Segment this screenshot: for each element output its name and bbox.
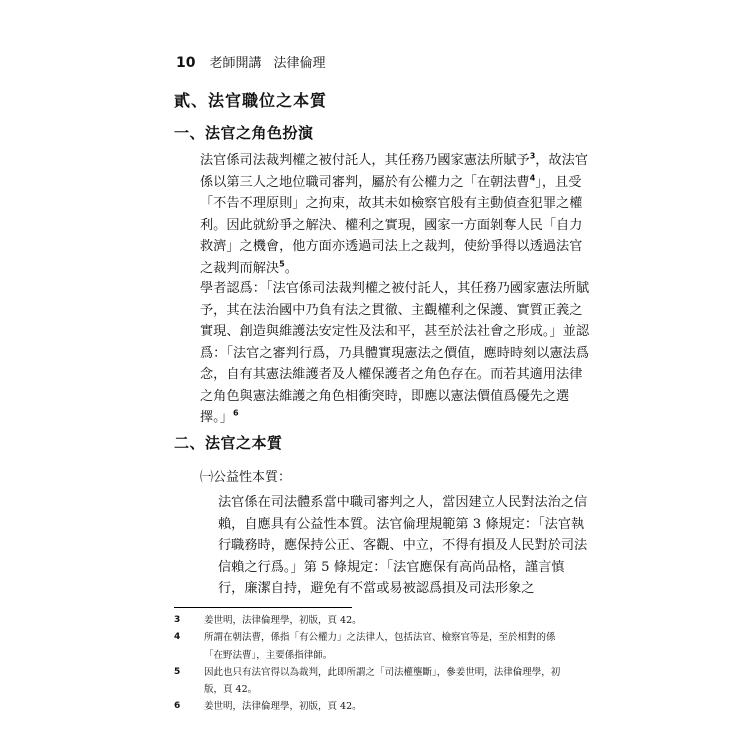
footnote-6 [174,698,574,715]
para-text: 。 [284,260,298,276]
footnote-text: 因此也只有法官得以為裁判，此即所謂之「司法權壟斷」，參姜世明，法律倫理學，初版，頁 42。 [204,666,561,696]
footnote-3 [174,612,574,629]
footnote-4 [174,629,574,664]
para-text: 」，且受「不告不理原則」之拘束，故其未如檢察官般有主動偵查犯罪之權利。因此就紛爭之解決、權利之實現，國家一方面剝奪人民「自力救濟」之機會，他方面亦透過司法上之裁判，使紛爭得以透過法官之裁判而解決 [200,174,583,276]
subject-title: 法律倫理 [273,56,326,71]
footnote-ref-3: 3 [529,151,536,161]
page-number: 10 [176,55,196,71]
section-2-title: 二、法官之本質 [174,434,283,452]
footnote-5 [174,664,574,699]
footnote-divider [174,607,352,608]
section-2-subtitle: ㈠公益性本質： [200,470,292,485]
chapter-title: 貳、法官職位之本質 [174,91,328,110]
footnote-ref-6: 6 [232,408,239,418]
running-header [176,52,326,71]
section-2-paragraph: 法官係在司法體系當中職司審判之人，當因建立人民對法治之信賴，自應具有公益性本質。法官倫理規範第 3 條規定：「法官執行職務時，應保持公正、客觀、中立，不得有損及人民對於司法信賴之行爲。」第 5 條規定：「法官應保有高尚品格，謹言慎行，廉潔自持，避免有不當或易被認爲損及司法形象之 [218,495,588,596]
section-1-paragraph-2 [200,278,590,429]
footnote-text: 姜世明，法律倫理學，初版，頁 42。 [204,615,362,626]
footnote-number: 3 [174,615,181,625]
footnote-number: 6 [174,701,181,712]
section-1-title: 一、法官之角色扮演 [174,124,314,142]
footnotes [174,612,574,716]
footnote-ref-5: 5 [279,259,285,269]
para-text: ，故法官係以第三人之地位職司審判，屬於有公權力之「在朝法曹 [200,153,589,190]
para-text: 學者認爲：「法官係司法裁判權之被付託人，其任務乃國家憲法所賦予，其在法治國中乃負有法之貫徹、主觀權利之保護、實質正義之實現、創造與維護法安定性及法和平，甚至於法社會之形成。」並認爲：「法官之審判行爲，乃具體實現憲法之價值，應時時刻以憲法爲念，自有其憲法維護者及人權保護者之角色存在。而若其適用法律之角色與憲法維護之角色相衝突時，即應以憲法價值爲優先之選擇。」 [200,281,590,425]
section-1-paragraph-1 [200,150,590,279]
footnote-number: 4 [174,632,181,643]
para-text: 法官係司法裁判權之被付託人，其任務乃國家憲法所賦予 [200,153,530,168]
footnote-ref-4: 4 [529,173,536,183]
footnote-text: 姜世明，法律倫理學，初版，頁 42。 [204,701,362,713]
book-title: 老師開講 [209,56,262,71]
footnote-number: 5 [174,666,181,677]
footnote-text: 所謂在朝法曹，係指「有公權力」之法律人，包括法官、檢察官等是，至於相對的係「在野法曹」，主要係指律師。 [204,632,556,661]
